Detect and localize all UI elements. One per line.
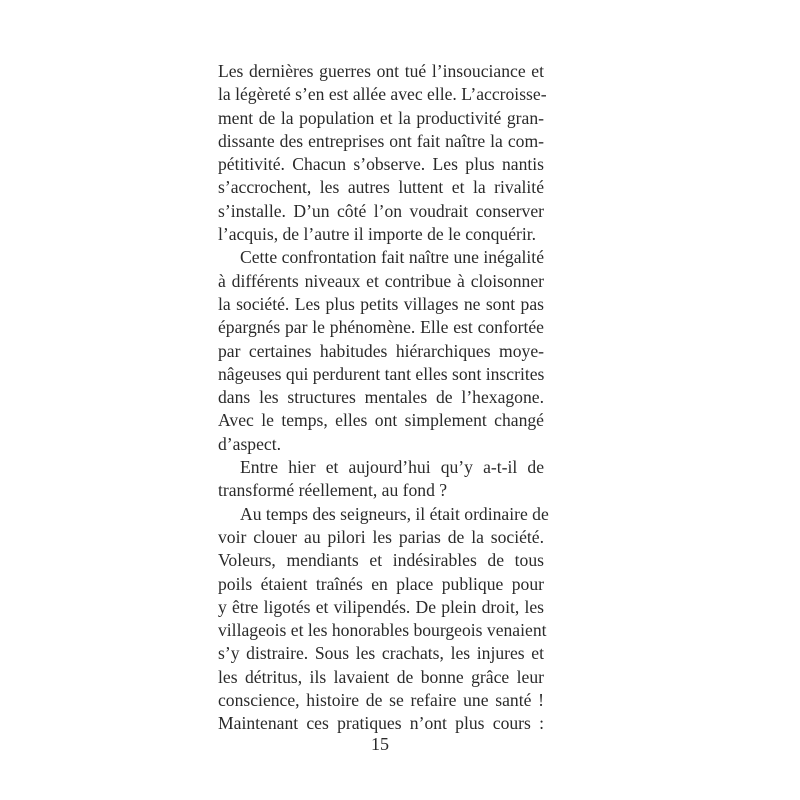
body-text — [218, 60, 549, 736]
text-line: Voleurs, mendiants et indésirables de tous — [218, 550, 544, 571]
text-line: Avec le temps, elles ont simplement changé — [218, 410, 544, 431]
text-line: d’aspect. — [218, 433, 282, 454]
text-line: dissante des entreprises ont fait naître la com- — [218, 130, 544, 151]
paragraph-1 — [218, 60, 547, 246]
text-line: l’acquis, de l’autre il importe de le conquérir. — [218, 224, 537, 245]
text-line: nâgeuses qui perdurent tant elles sont inscrites — [218, 363, 545, 384]
text-line: villageois et les honorables bourgeois venaient — [218, 620, 547, 641]
text-line: la société. Les plus petits villages ne sont pas — [218, 293, 544, 314]
text-line: transformé réellement, au fond ? — [218, 480, 448, 501]
paragraph-2 — [218, 246, 544, 456]
text-line: s’accrochent, les autres luttent et la rivalité — [218, 177, 544, 198]
page-number: 15 — [371, 734, 389, 754]
text-line: dans les structures mentales de l’hexagone. — [218, 387, 544, 408]
text-line: à différents niveaux et contribue à cloisonner — [218, 270, 544, 291]
text-line: s’installe. D’un côté l’on voudrait conserver — [218, 200, 544, 221]
text-line: Maintenant ces pratiques n’ont plus cours : — [218, 713, 544, 734]
text-line: conscience, histoire de se refaire une santé ! — [218, 690, 544, 711]
text-line: par certaines habitudes hiérarchiques moye- — [218, 340, 544, 361]
text-line: pétitivité. Chacun s’observe. Les plus nantis — [218, 154, 544, 175]
text-line: Au temps des seigneurs, il était ordinaire de — [240, 503, 549, 524]
text-line: les détritus, ils lavaient de bonne grâce leur — [218, 666, 544, 687]
text-line: la légèreté s’en est allée avec elle. L’accroisse- — [218, 84, 547, 105]
text-line: Les dernières guerres ont tué l’insouciance et — [218, 61, 544, 81]
text-line: Entre hier et aujourd’hui qu’y a-t-il de — [240, 457, 544, 478]
paragraph-4 — [218, 503, 549, 736]
text-line: poils étaient traînés en place publique pour — [218, 573, 544, 594]
paragraph-3 — [218, 456, 544, 503]
text-line: y être ligotés et vilipendés. De plein droit, les — [218, 596, 544, 617]
text-line: voir clouer au pilori les parias de la société. — [218, 526, 544, 547]
text-line: Cette confrontation fait naître une inégalité — [240, 247, 544, 268]
text-line: épargnés par le phénomène. Elle est confortée — [218, 317, 544, 338]
text-line: s’y distraire. Sous les crachats, les injures et — [218, 643, 544, 664]
text-line: ment de la population et la productivité gran- — [218, 107, 544, 128]
